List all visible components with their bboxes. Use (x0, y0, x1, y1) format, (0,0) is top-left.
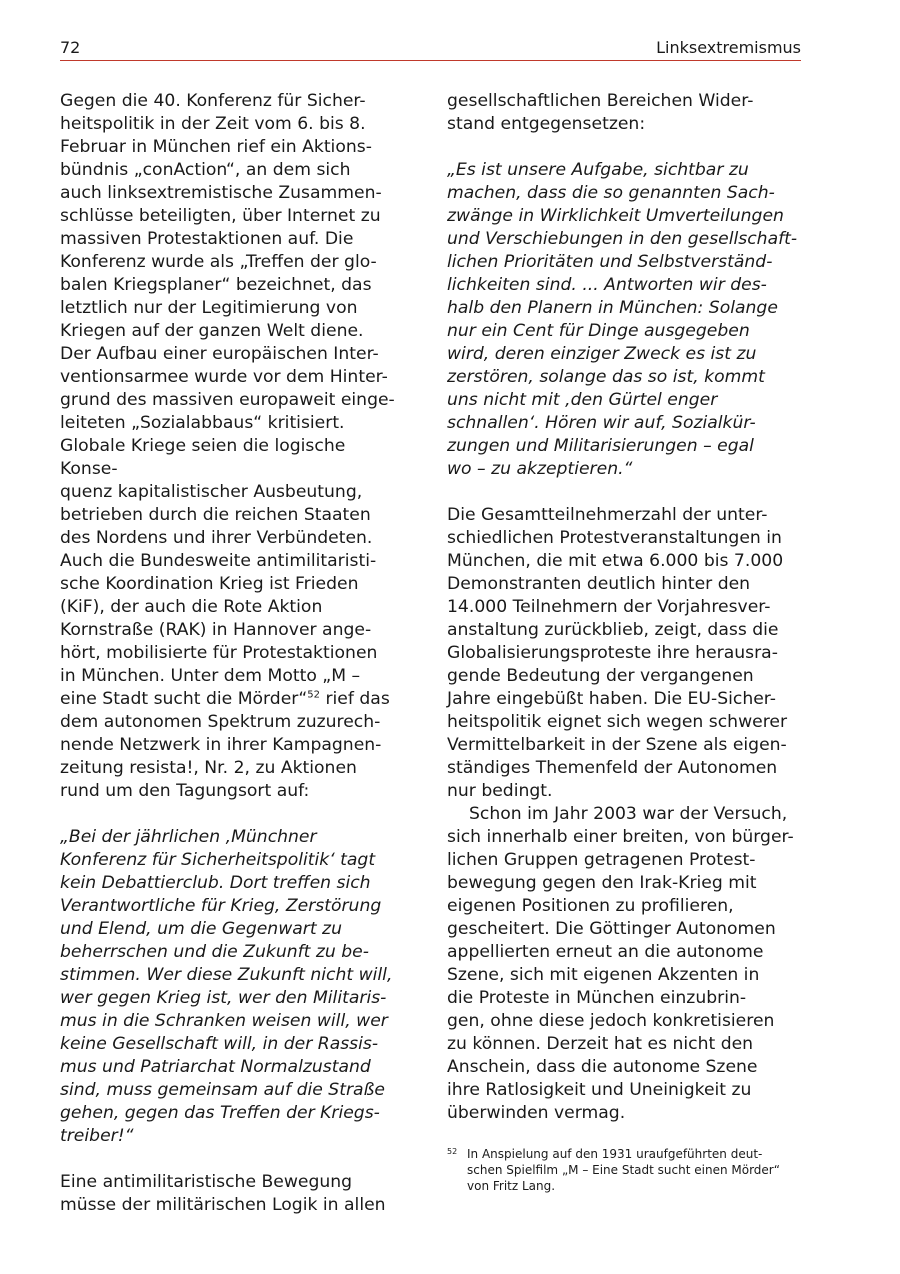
text-line: Globalisierungsproteste ihre herausra- (447, 643, 778, 663)
quote-line: zungen und Militarisierungen – egal (447, 436, 754, 456)
body-paragraph-2 (60, 1171, 405, 1217)
text-line: Auch die Bundesweite antimilitaristi- (60, 551, 377, 571)
quote-line: Konferenz für Sicherheitspolitik‘ tagt (60, 850, 376, 870)
text-line: sche Koordination Krieg ist Frieden (60, 574, 359, 594)
quote-line: treiber!“ (60, 1126, 134, 1146)
quote-line: schnallen‘. Hören wir auf, Sozialkür- (447, 413, 756, 433)
text-line: gesellschaftlichen Bereichen Wider- (447, 91, 754, 111)
text-line: balen Kriegsplaner“ bezeichnet, das (60, 275, 372, 295)
text-line: (KiF), der auch die Rote Aktion (60, 597, 323, 617)
quote-line: lichkeiten sind. ... Antworten wir des- (447, 275, 767, 295)
body-paragraph-3 (447, 504, 802, 803)
text-line: Februar in München rief ein Aktions- (60, 137, 372, 157)
page-header (60, 38, 801, 60)
motto-text-end: rief das (320, 689, 390, 709)
quote-line: keine Gesellschaft will, in der Rassis- (60, 1034, 379, 1054)
text-line: eigenen Positionen zu profilieren, (447, 896, 734, 916)
text-line: hört, mobilisierte für Protestaktionen (60, 643, 378, 663)
text-line: zu können. Derzeit hat es nicht den (447, 1034, 754, 1054)
text-line: in München. Unter dem Motto „M – (60, 666, 361, 686)
text-line: appellierten erneut an die autonome (447, 942, 764, 962)
text-line: Eine antimilitaristische Bewegung (60, 1172, 353, 1192)
text-line: anstaltung zurückblieb, zeigt, dass die (447, 620, 779, 640)
text-line: Demonstranten deutlich hinter den (447, 574, 751, 594)
text-line: Jahre eingebüßt haben. Die EU-Sicher- (447, 689, 776, 709)
text-line: gescheitert. Die Göttinger Autonomen (447, 919, 776, 939)
footnote-line: In Anspielung auf den 1931 uraufgeführten deut- (467, 1147, 763, 1161)
quote-line: wo – zu akzeptieren.“ (447, 459, 633, 479)
text-line: überwinden vermag. (447, 1103, 626, 1123)
text-line: Schon im Jahr 2003 war der Versuch, (469, 804, 788, 824)
text-line: ventionsarmee wurde vor dem Hinter- (60, 367, 388, 387)
quote-line: und Elend, um die Gegenwart zu (60, 919, 342, 939)
block-quote (60, 826, 405, 1148)
text-line: rund um den Tagungsort auf: (60, 781, 310, 801)
page-number: 72 (60, 38, 81, 57)
text-line: bewegung gegen den Irak-Krieg mit (447, 873, 757, 893)
text-line: München, die mit etwa 6.000 bis 7.000 (447, 551, 784, 571)
quote-line: stimmen. Wer diese Zukunft nicht will, (60, 965, 393, 985)
text-line: schlüsse beteiligten, über Internet zu (60, 206, 381, 226)
quote-line: mus in die Schranken weisen will, wer (60, 1011, 388, 1031)
footnote-line: von Fritz Lang. (467, 1179, 556, 1193)
footnote-reference[interactable]: 52 (307, 689, 320, 701)
quote-line: und Verschiebungen in den gesellschaft- (447, 229, 798, 249)
motto-text: eine Stadt sucht die Mörder“ (60, 689, 308, 709)
body-paragraph-1 (60, 90, 405, 803)
text-line: ständiges Themenfeld der Autonomen (447, 758, 778, 778)
text-line: Vermittelbarkeit in der Szene als eigen- (447, 735, 787, 755)
text-line: schiedlichen Protestveranstaltungen in (447, 528, 782, 548)
text-line: bündnis „conAction“, an dem sich (60, 160, 351, 180)
text-line: gen, ohne diese jedoch konkretisieren (447, 1011, 775, 1031)
block-quote (447, 159, 802, 481)
text-line: ihre Ratlosigkeit und Uneinigkeit zu (447, 1080, 752, 1100)
text-line: Die Gesamtteilnehmerzahl der unter- (447, 505, 768, 525)
text-line: nende Netzwerk in ihrer Kampagnen- (60, 735, 382, 755)
text-line (60, 688, 405, 711)
quote-line: gehen, gegen das Treffen der Kriegs- (60, 1103, 380, 1123)
quote-line: wer gegen Krieg ist, wer den Militaris- (60, 988, 387, 1008)
text-line: 14.000 Teilnehmern der Vorjahresver- (447, 597, 771, 617)
footnote (447, 1146, 802, 1194)
quote-line: nur ein Cent für Dinge ausgegeben (447, 321, 750, 341)
text-line: stand entgegensetzen: (447, 114, 646, 134)
text-line: grund des massiven europaweit einge- (60, 390, 395, 410)
text-line: des Nordens und ihrer Verbündeten. (60, 528, 373, 548)
left-column (60, 90, 405, 1217)
text-line: Anschein, dass die autonome Szene (447, 1057, 758, 1077)
text-line: Konferenz wurde als „Treffen der glo- (60, 252, 377, 272)
footnote-body (467, 1146, 802, 1194)
paragraph-gap (60, 1148, 405, 1171)
text-line: leiteten „Sozialabbaus“ kritisiert. (60, 413, 345, 433)
quote-line: „Es ist unsere Aufgabe, sichtbar zu (447, 160, 749, 180)
quote-line: lichen Prioritäten und Selbstverständ- (447, 252, 773, 272)
header-rule (60, 60, 801, 61)
text-line: Gegen die 40. Konferenz für Sicher- (60, 91, 366, 111)
quote-line: wird, deren einziger Zweck es ist zu (447, 344, 757, 364)
text-line: gende Bedeutung der vergangenen (447, 666, 754, 686)
text-line: heitspolitik eignet sich wegen schwerer (447, 712, 788, 732)
text-line: Kornstraße (RAK) in Hannover ange- (60, 620, 372, 640)
quote-line: kein Debattierclub. Dort treffen sich (60, 873, 371, 893)
text-line: Globale Kriege seien die logische Konse- (60, 436, 346, 479)
body-paragraph-continued (447, 90, 802, 136)
text-line: dem autonomen Spektrum zuzurech- (60, 712, 381, 732)
text-line: auch linksextremistische Zusammen- (60, 183, 382, 203)
text-line: lichen Gruppen getragenen Protest- (447, 850, 756, 870)
paragraph-gap (60, 803, 405, 826)
text-line: zeitung resista!, Nr. 2, zu Aktionen (60, 758, 357, 778)
quote-line: sind, muss gemeinsam auf die Straße (60, 1080, 385, 1100)
paragraph-gap (447, 481, 802, 504)
text-line: massiven Protestaktionen auf. Die (60, 229, 354, 249)
quote-line: mus und Patriarchat Normalzustand (60, 1057, 371, 1077)
paragraph-gap (447, 136, 802, 159)
text-line: heitspolitik in der Zeit vom 6. bis 8. (60, 114, 366, 134)
quote-line: beherrschen und die Zukunft zu be- (60, 942, 369, 962)
text-line: Kriegen auf der ganzen Welt diene. (60, 321, 364, 341)
footnote-line: schen Spielfilm „M – Eine Stadt sucht einen Mörder“ (467, 1163, 780, 1177)
quote-line: uns nicht mit ‚den Gürtel enger (447, 390, 718, 410)
text-line: letztlich nur der Legitimierung von (60, 298, 358, 318)
quote-line: zerstören, solange das so ist, kommt (447, 367, 765, 387)
quote-line: machen, dass die so genannten Sach- (447, 183, 775, 203)
quote-line: zwänge in Wirklichkeit Umverteilungen (447, 206, 784, 226)
chapter-title: Linksextremismus (656, 38, 801, 57)
text-line: Der Aufbau einer europäischen Inter- (60, 344, 379, 364)
text-line: quenz kapitalistischer Ausbeutung, (60, 482, 363, 502)
footnote-number: 52 (447, 1147, 458, 1156)
text-line: Szene, sich mit eigenen Akzenten in (447, 965, 760, 985)
quote-line: halb den Planern in München: Solange (447, 298, 778, 318)
quote-line: „Bei der jährlichen ‚Münchner (60, 827, 317, 847)
text-line: die Proteste in München einzubrin- (447, 988, 747, 1008)
quote-line: Verantwortliche für Krieg, Zerstörung (60, 896, 382, 916)
body-paragraph-4 (447, 803, 802, 1125)
right-column (447, 90, 802, 1125)
text-line: betrieben durch die reichen Staaten (60, 505, 371, 525)
text-line: müsse der militärischen Logik in allen (60, 1195, 386, 1215)
text-line: sich innerhalb einer breiten, von bürger- (447, 827, 794, 847)
text-line: nur bedingt. (447, 781, 553, 801)
